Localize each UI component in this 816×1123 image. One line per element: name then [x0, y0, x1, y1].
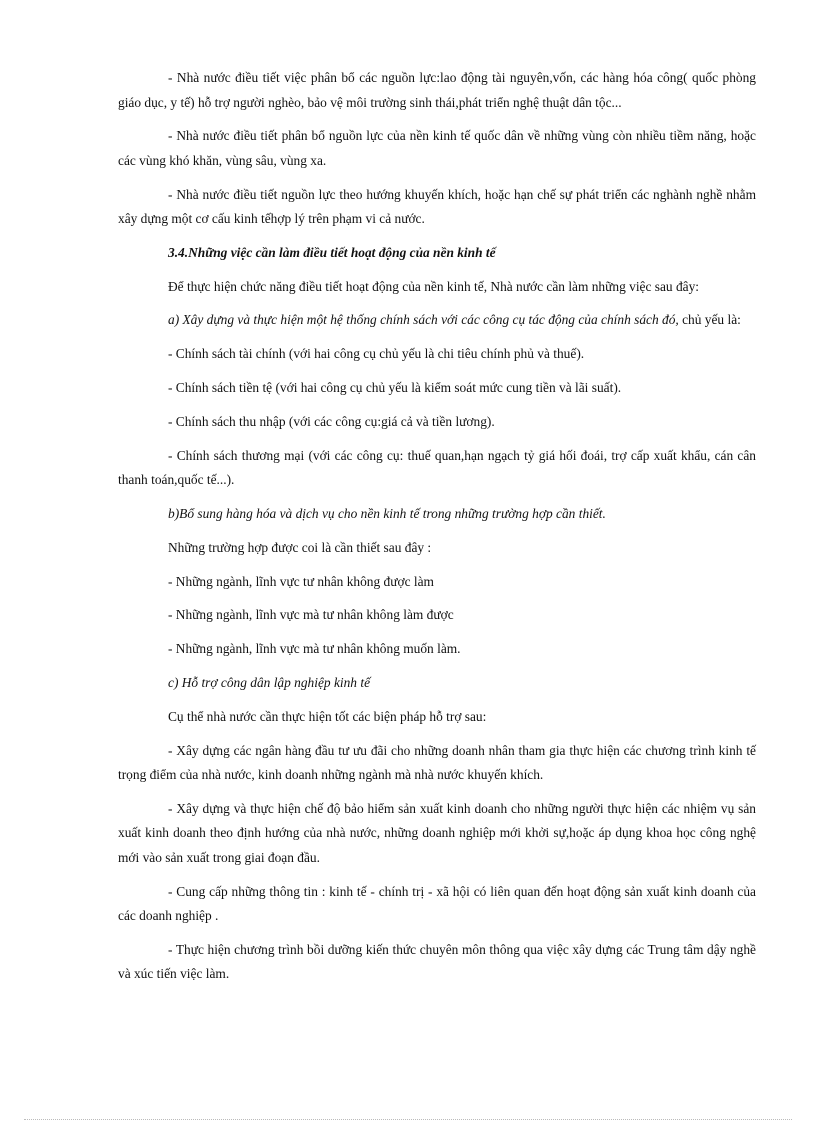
- paragraph-policy-system: [118, 308, 756, 333]
- paragraph-resource-allocation: - Nhà nước điều tiết việc phân bổ các nguồn lực:lao động tài nguyên,vốn, các hàng hóa công( quốc phòng giáo dục, y tế) hỗ trợ người nghèo, bảo vệ môi trường sinh thái,phát triển nghệ thuật dân tộc...: [118, 70, 756, 110]
- list-item-not-willing: - Những ngành, lĩnh vực mà tư nhân không muốn làm.: [168, 641, 461, 657]
- paragraph-necessary-cases: Những trường hợp được coi là cần thiết sau đây :: [168, 539, 432, 555]
- paragraph-support-measures: Cụ thể nhà nước cần thực hiện tốt các biện pháp hỗ trợ sau:: [168, 708, 487, 724]
- list-item-insurance: - Xây dựng và thực hiện chế độ bảo hiểm sản xuất kinh doanh cho những người thực hiện các nhiệm vụ sản xuất kinh doanh theo định hướng của nhà nước, những doanh nghiệp mới khởi sự,hoặc áp dụng khoa học công nghệ mới vào sản xuất trong giai đoạn đầu.: [118, 800, 756, 865]
- list-item-income-policy: - Chính sách thu nhập (với các công cụ:giá cả và tiền lương).: [168, 413, 495, 429]
- section-heading-3-4: 3.4.Những việc cần làm điều tiết hoạt động của nền kinh tế: [168, 244, 496, 260]
- paragraph-intro: Để thực hiện chức năng điều tiết hoạt động của nền kinh tế, Nhà nước cần làm những việc sau đây:: [168, 278, 700, 294]
- paragraph-sector-structure: - Nhà nước điều tiết nguồn lực theo hướng khuyến khích, hoặc hạn chế sự phát triển các nghành nghề nhằm xây dựng một cơ cấu kinh tếhợp lý trên phạm vi cả nước.: [118, 186, 756, 227]
- list-item-fiscal-policy: - Chính sách tài chính (với hai công cụ chủ yếu là chi tiêu chính phủ và thuế).: [168, 346, 585, 362]
- list-item-investment-banks: - Xây dựng các ngân hàng đầu tư ưu đãi cho những doanh nhân tham gia thực hiện các chương trình kinh tế trọng điểm của nhà nước, kinh doanh những ngành mà nhà nước khuyến khích.: [118, 742, 756, 783]
- list-item-trade-policy: - Chính sách thương mại (với các công cụ: thuế quan,hạn ngạch tỷ giá hối đoái, trợ cấp xuất khẩu, cán cân thanh toán,quốc tế...).: [118, 447, 756, 488]
- document-page: [118, 66, 756, 996]
- subheading-a: a) Xây dựng và thực hiện một hệ thống chính sách với các công cụ tác động của chính sách đó,: [168, 312, 679, 328]
- list-item-monetary-policy: - Chính sách tiền tệ (với hai công cụ chủ yếu là kiểm soát mức cung tiền và lãi suất).: [168, 380, 622, 396]
- subheading-a-tail: chủ yếu là:: [678, 312, 741, 328]
- list-item-training: - Thực hiện chương trình bồi dưỡng kiến thức chuyên môn thông qua việc xây dựng các Trung tâm dậy nghề và xúc tiến việc làm.: [118, 941, 756, 982]
- subheading-c: c) Hỗ trợ công dân lập nghiệp kinh tế: [168, 674, 371, 690]
- list-item-information: - Cung cấp những thông tin : kinh tế - chính trị - xã hội có liên quan đến hoạt động sản xuất kinh doanh của các doanh nghiệp .: [118, 883, 756, 924]
- paragraph-regional-allocation: - Nhà nước điều tiết phân bổ nguồn lực của nền kinh tế quốc dân về những vùng còn nhiều tiềm năng, hoặc các vùng khó khăn, vùng sâu, vùng xa.: [118, 128, 756, 168]
- list-item-cannot-do: - Những ngành, lĩnh vực mà tư nhân không làm được: [168, 607, 454, 623]
- subheading-b: b)Bổ sung hàng hóa và dịch vụ cho nền kinh tế trong những trường hợp cần thiết.: [168, 505, 606, 521]
- page-bottom-divider: [24, 1119, 792, 1120]
- list-item-not-allowed: - Những ngành, lĩnh vực tư nhân không được làm: [168, 573, 434, 589]
